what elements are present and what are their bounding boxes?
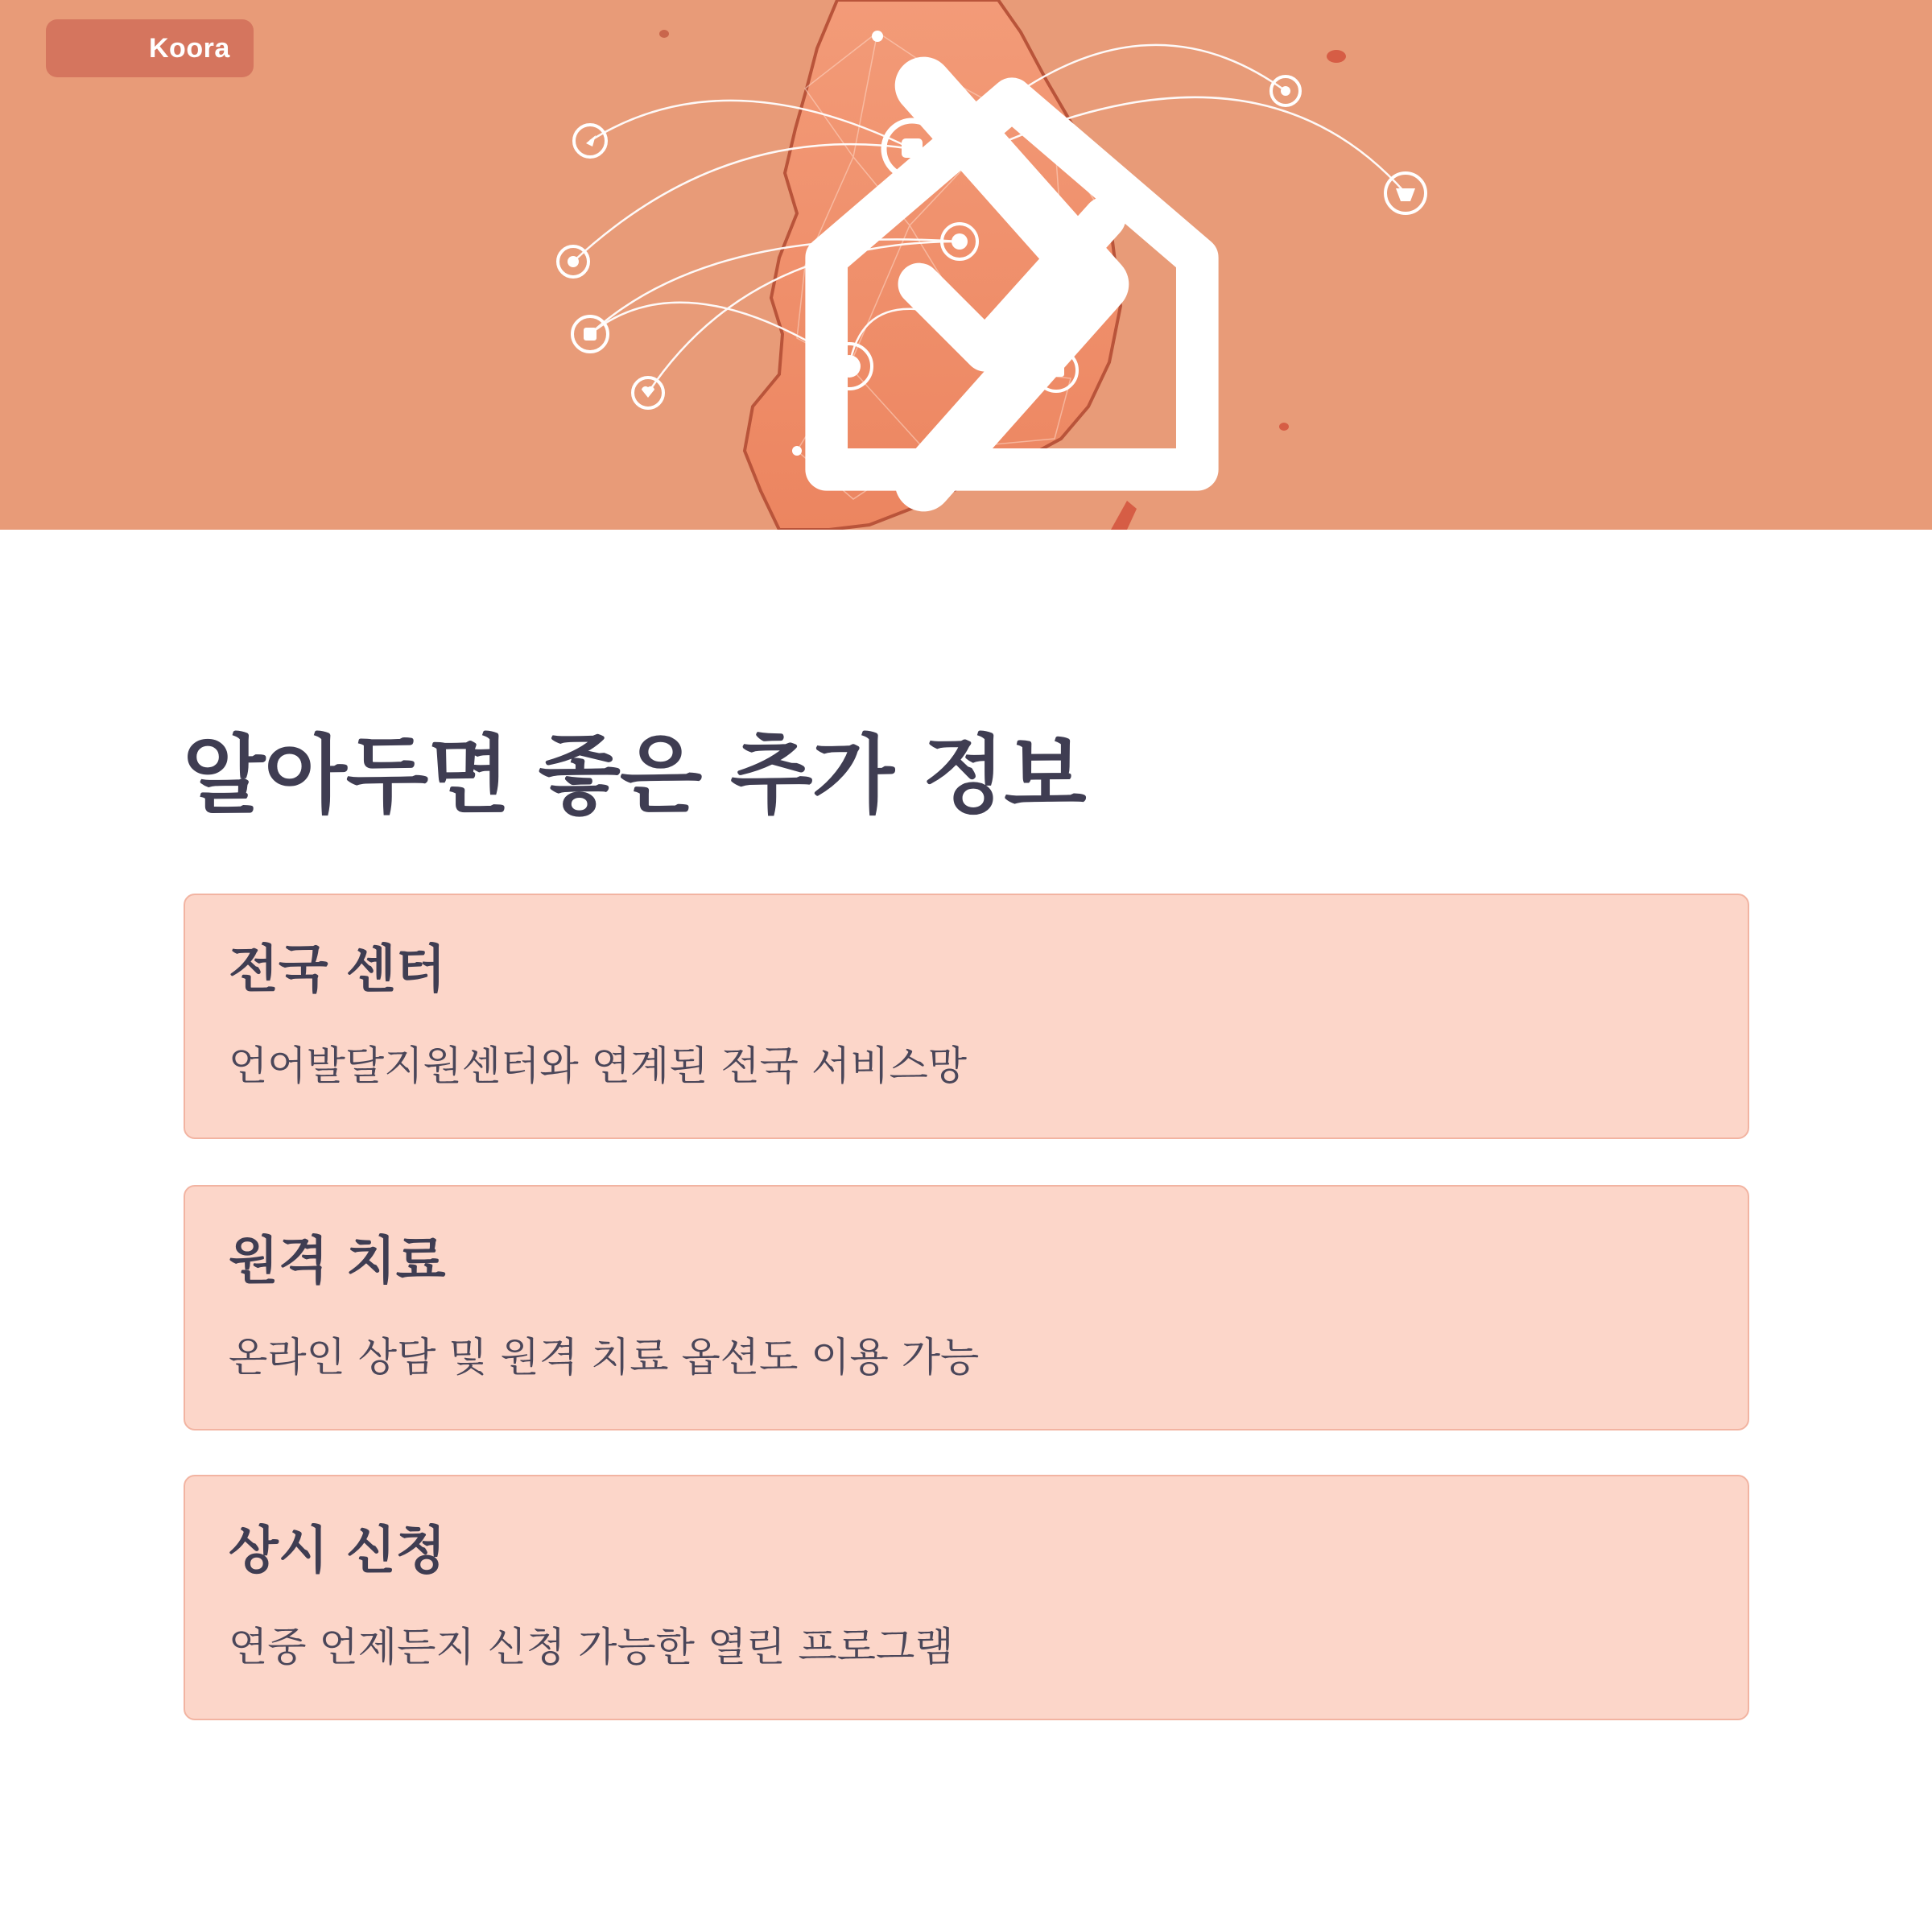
page-title: 알아두면 좋은 추가 정보 bbox=[183, 726, 1086, 825]
breadcrumb[interactable] bbox=[46, 19, 254, 77]
info-card-nationwide-centers bbox=[184, 894, 1749, 1139]
info-card-remote-therapy bbox=[184, 1185, 1749, 1430]
breadcrumb-current[interactable]: Koora bbox=[149, 32, 230, 64]
card-title: 상시 신청 bbox=[229, 1521, 446, 1581]
hero-banner bbox=[0, 0, 1932, 530]
card-title: 전국 센터 bbox=[229, 940, 446, 1000]
chevron-right-icon bbox=[120, 37, 134, 60]
card-title: 원격 치료 bbox=[229, 1232, 446, 1291]
card-description: 언어발달지원센터와 연계된 전국 서비스망 bbox=[229, 1042, 968, 1089]
info-card-open-application bbox=[184, 1475, 1749, 1720]
card-description: 연중 언제든지 신청 가능한 열린 프로그램 bbox=[229, 1624, 954, 1670]
card-description: 온라인 상담 및 원격 치료 옵션도 이용 가능 bbox=[229, 1334, 980, 1381]
